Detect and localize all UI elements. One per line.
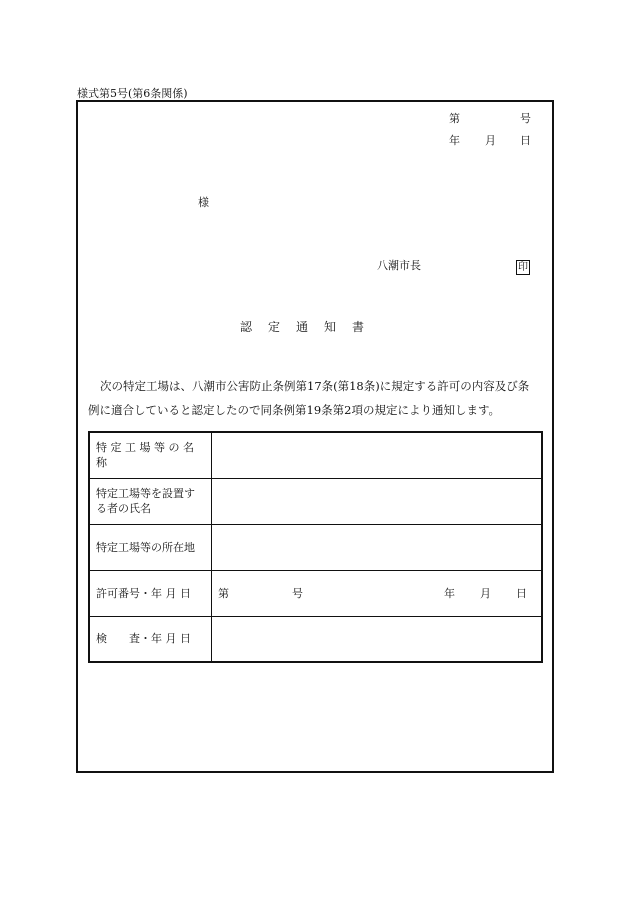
header-tsuki: 月 [485, 134, 496, 147]
label-installer-line1: 特定工場等を設置す [96, 487, 195, 500]
value-factory-name[interactable] [212, 432, 543, 478]
permit-tsuki: 月 [480, 587, 491, 600]
body-line-1: 次の特定工場は、八潮市公害防止条例第17条(第18条)に規定する許可の内容及び条 [100, 379, 530, 393]
header-nen: 年 [449, 134, 460, 147]
label-location: 特定工場等の所在地 [89, 524, 212, 570]
document-title: 認 定 通 知 書 [240, 320, 367, 334]
table-row [89, 524, 542, 570]
value-inspection-date[interactable] [212, 616, 543, 662]
sender-title: 八潮市長 [377, 259, 421, 272]
permit-dai: 第 [218, 587, 229, 600]
header-hi: 日 [520, 134, 531, 147]
label-installer-line2: る者の氏名 [96, 502, 151, 515]
value-installer-name[interactable] [212, 478, 543, 524]
table-row [89, 570, 542, 616]
header-gou: 号 [520, 112, 531, 125]
label-permit-number-date: 許可番号・年 月 日 [89, 570, 212, 616]
table-row [89, 432, 542, 478]
value-permit-number-date[interactable] [212, 570, 543, 616]
seal-mark [516, 255, 530, 275]
addressee-sama: 様 [198, 196, 209, 209]
permit-nen: 年 [444, 587, 455, 600]
permit-gou: 号 [292, 587, 303, 600]
label-inspection-date: 検 査・年 月 日 [89, 616, 212, 662]
label-installer-name [89, 478, 212, 524]
table-row [89, 616, 542, 662]
permit-hi: 日 [516, 587, 527, 600]
body-line-2: 例に適合していると認定したので同条例第19条第2項の規定により通知します。 [88, 403, 501, 417]
form-number-label: 様式第5号(第6条関係) [77, 87, 188, 100]
header-dai: 第 [449, 112, 460, 125]
seal-text: 印 [518, 262, 528, 273]
value-location[interactable] [212, 524, 543, 570]
table-row [89, 478, 542, 524]
info-table [88, 431, 543, 663]
label-factory-name: 特 定 工 場 等 の 名 称 [89, 432, 212, 478]
